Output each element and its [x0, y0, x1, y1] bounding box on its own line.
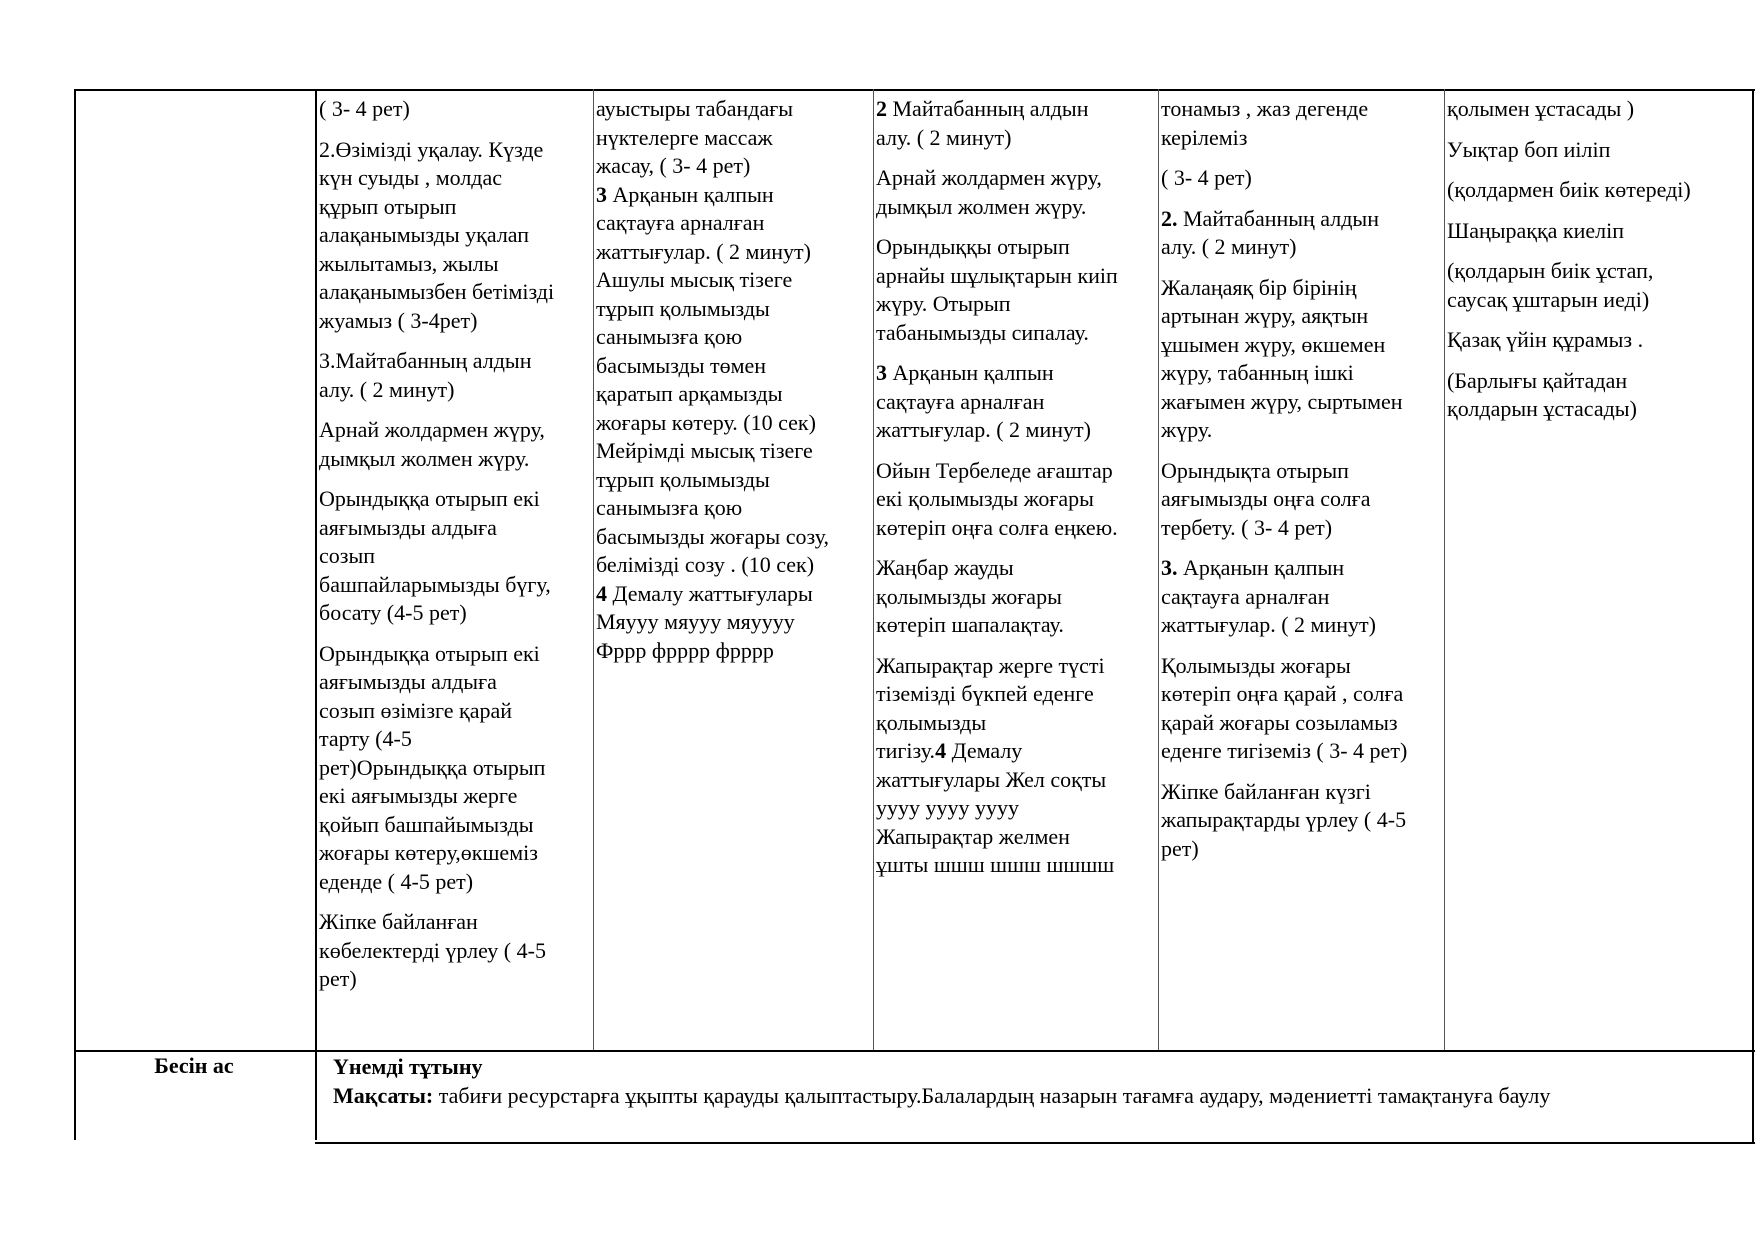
paragraph	[596, 181, 872, 580]
paragraph-text: қолымен ұстасады )	[1447, 96, 1635, 121]
column-divider-1	[593, 89, 594, 1051]
paragraph	[876, 233, 1157, 347]
paragraph	[1161, 554, 1443, 640]
lunch-row-label: Бесін ас	[154, 1053, 234, 1078]
paragraph	[1161, 457, 1443, 543]
lunch-row-content	[333, 1052, 1753, 1110]
item-number: 3	[596, 181, 607, 207]
paragraph-text: ( 3- 4 рет)	[1161, 165, 1252, 190]
paragraph-text: ауыстыры табандағы нүктелерге массаж жасау, ( 3- 4 рет)	[596, 96, 794, 178]
paragraph-text: Жіпке байланған күзгі жапырақтарды үрлеу ( 4-5 рет)	[1161, 778, 1407, 861]
paragraph-text: Жалаңаяқ бір бірінің артынан жүру, аяқтын ұшымен жүру, өкшемен жүру, табанның ішкі жағымен жүру, сыртымен жүру.	[1161, 274, 1403, 442]
paragraph	[596, 95, 872, 181]
lunch-goal-text: табиғи ресурстарға ұқыпты қарауды қалыптастыру.Балалардың назарын тағамға аудару, мәдениетті тамақтануға баулу	[433, 1083, 1551, 1108]
col1-content	[319, 95, 591, 994]
paragraph	[1447, 136, 1751, 165]
paragraph	[876, 652, 1157, 880]
paragraph	[319, 640, 591, 897]
paragraph-text: (Барлығы қайтадан қолдарын ұстасады)	[1447, 367, 1637, 421]
paragraph	[1447, 217, 1751, 246]
activity-cell-col4	[1161, 95, 1443, 1045]
paragraph	[876, 457, 1157, 543]
paragraph	[1447, 176, 1751, 205]
paragraph	[876, 95, 1157, 152]
paragraph-text: Жаңбар жауды қолымызды жоғары көтеріп шапалақтау.	[876, 555, 1064, 637]
paragraph-text: Арнай жолдармен жүру, дымқыл жолмен жүру.	[876, 165, 1102, 219]
column-divider-4	[1444, 89, 1445, 1051]
table-top-border	[74, 89, 1755, 91]
paragraph	[319, 908, 591, 994]
item-number: 2	[876, 96, 887, 121]
paragraph	[1447, 326, 1751, 355]
col5-content	[1447, 95, 1751, 424]
paragraph-text: Демалу жаттығулары Мяууу мяууу мяуууу Фррр фрррр фрррр	[596, 580, 813, 663]
item-number: 4	[596, 580, 607, 606]
paragraph	[1161, 95, 1443, 152]
paragraph-text: Арқанын қалпын сақтауға арналған жаттығулар. ( 2 минут)	[1161, 555, 1376, 637]
paragraph-text: Арқанын қалпын сақтауға арналған жаттығулар. ( 2 минут) Ашулы мысық тізеге тұрып қолымызды санымызға қою басымызды төмен қаратып арқамызды жоғары көтеру. (10 сек) Мейрімді мысық тізеге тұрып қолымызды санымызға қою басымызды жоғары созу, белімізді созу . (10 сек)	[596, 181, 829, 577]
paragraph-text: Орындыққа отырып екі аяғымызды алдыға созып өзімізге қарай тарту (4-5 рет)Орындыққа отырып екі аяғымызды жерге қойып башпайымызды жоғары көтеру,өкшеміз еденде ( 4-5 рет)	[319, 640, 546, 894]
table-right-border	[1752, 89, 1754, 1144]
col3-content	[876, 95, 1157, 880]
paragraph	[1161, 652, 1443, 766]
table-left-border	[74, 89, 76, 1140]
paragraph	[319, 485, 591, 628]
paragraph	[1161, 778, 1443, 864]
lunch-goal-label: Мақсаты:	[333, 1083, 434, 1108]
paragraph	[319, 416, 591, 473]
activity-cell-col5	[1447, 95, 1751, 1045]
paragraph-text: 2.Өзімізді уқалау. Күзде күн суыды , молдас құрып отырып алақанымызды уқалап жылытамыз, жылы алақанымызбен бетімізді жуамыз ( 3-4рет)	[319, 136, 555, 333]
column-divider-2	[873, 89, 874, 1051]
label-column-divider	[315, 89, 317, 1140]
lunch-title: Үнемді тұтыну	[333, 1054, 483, 1079]
lunch-row-bottom-border	[315, 1142, 1755, 1144]
item-number: 3	[876, 360, 887, 385]
paragraph-text: Орындыққа отырып екі аяғымызды алдыға созып башпайларымызды бүгу, босату (4-5 рет)	[319, 486, 551, 625]
paragraph-text: Шаңыраққа киеліп	[1447, 217, 1625, 243]
paragraph-text: Жіпке байланған көбелектерді үрлеу ( 4-5 рет)	[319, 909, 546, 991]
paragraph-text: Майтабанның алдын алу. ( 2 минут)	[1161, 205, 1379, 259]
paragraph-text: Ойын Тербеледе ағаштар екі қолымызды жоғары көтеріп оңға солға еңкею.	[876, 457, 1118, 540]
lunch-goal	[333, 1081, 1753, 1110]
paragraph	[876, 359, 1157, 445]
paragraph	[596, 580, 872, 666]
paragraph-text: Орындықта отырып аяғымызды оңға солға тербету. ( 3- 4 рет)	[1161, 457, 1371, 540]
item-number: 3.	[1161, 555, 1178, 580]
column-divider-3	[1158, 89, 1159, 1051]
paragraph-text: Арқанын қалпын сақтауға арналған жаттығулар. ( 2 минут)	[876, 360, 1091, 442]
paragraph-text: Қолымызды жоғары көтеріп оңға қарай , солға қарай жоғары созыламыз еденге тигіземіз ( 3- 4 рет)	[1161, 652, 1408, 763]
paragraph	[876, 554, 1157, 640]
paragraph	[1447, 367, 1751, 424]
paragraph-text: Майтабанның алдын алу. ( 2 минут)	[876, 96, 1089, 150]
paragraph-text: Орындыққы отырып арнайы шұлықтарын киіп жүру. Отырып табанымызды сипалау.	[876, 234, 1118, 345]
paragraph	[1161, 205, 1443, 262]
paragraph	[876, 164, 1157, 221]
activity-cell-col3	[876, 95, 1157, 1045]
paragraph	[1447, 257, 1751, 314]
paragraph-text: Арнай жолдармен жүру, дымқыл жолмен жүру.	[319, 417, 545, 471]
paragraph	[319, 95, 591, 124]
item-number: 2.	[1161, 205, 1178, 231]
paragraph-text: (қолдарын биік ұстап, саусақ ұштарын иеді)	[1447, 258, 1654, 312]
activity-cell-col2	[596, 95, 872, 1045]
paragraph-text: Уықтар боп иіліп	[1447, 136, 1611, 162]
activity-cell-col1	[319, 95, 591, 1045]
col4-content	[1161, 95, 1443, 863]
paragraph-text: Демалу жаттығулары Жел соқты уууу уууу уууу Жапырақтар желмен ұшты шшш шшш шшшш	[876, 738, 1115, 877]
paragraph-text: ( 3- 4 рет)	[319, 96, 410, 121]
paragraph-text: Қазақ үйін құрамыз .	[1447, 327, 1644, 352]
paragraph	[1161, 274, 1443, 445]
col2-content	[596, 95, 872, 665]
paragraph	[1447, 95, 1751, 124]
paragraph-text: Жапырақтар жерге түсті тіземізді бүкпей еденге қолымызды тигізу.	[876, 652, 1105, 763]
paragraph	[319, 136, 591, 336]
paragraph	[319, 347, 591, 404]
paragraph-text: тонамыз , жаз дегенде керілеміз	[1161, 96, 1369, 150]
paragraph-text: 3.Майтабанның алдын алу. ( 2 минут)	[319, 348, 532, 402]
paragraph	[1161, 164, 1443, 193]
item-number: 4	[935, 738, 947, 763]
paragraph-text: (қолдармен биік көтереді)	[1447, 177, 1691, 202]
